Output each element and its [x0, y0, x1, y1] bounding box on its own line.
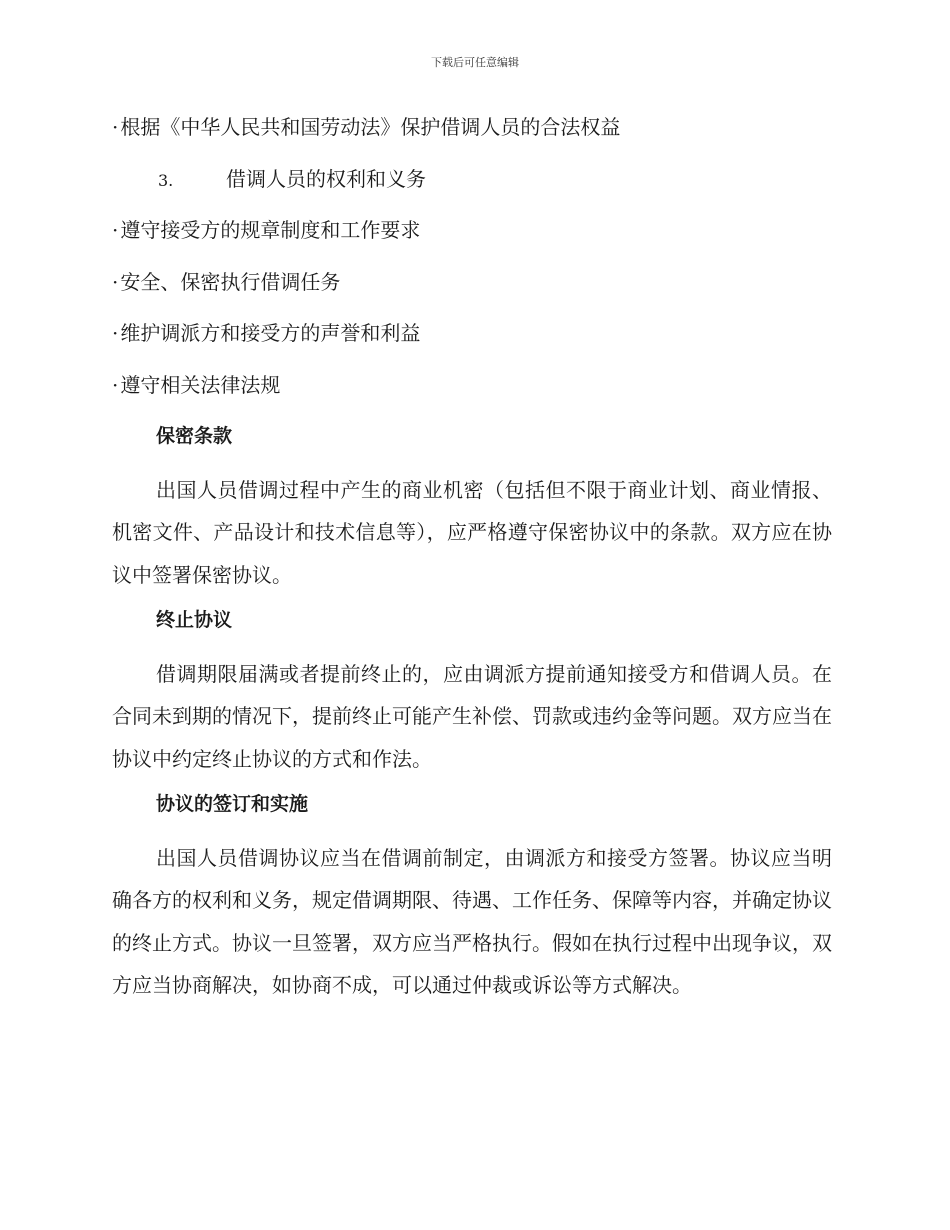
- paragraph-confidentiality: 出国人员借调过程中产生的商业机密（包括但不限于商业计划、商业情报、机密文件、产品设计和技术信息等），应严格遵守保密协议中的条款。双方应在协议中签署保密协议。: [112, 477, 832, 587]
- bullet-icon: ·: [112, 372, 119, 397]
- bullet-icon: ·: [112, 218, 119, 242]
- bullet-icon: ·: [112, 269, 119, 294]
- section-number: 3.: [158, 170, 174, 190]
- paragraph-signing: 出国人员借调协议应当在借调前制定，由调派方和接受方签署。协议应当明确各方的权利和义务，规定借调期限、待遇、工作任务、保障等内容，并确定协议的终止方式。协议一旦签署，双方应当严格执行。假如在执行过程中出现争议，双方应当协商解决，如协商不成，可以通过仲裁或诉讼等方式解决。: [112, 845, 832, 997]
- list-item-text: 维护调派方和接受方的声誉和利益: [120, 321, 421, 345]
- list-item: [112, 314, 832, 366]
- list-item-text: 根据《中华人民共和国劳动法》保护借调人员的合法权益: [120, 115, 621, 139]
- bullet-icon: ·: [112, 115, 119, 139]
- numbered-heading: [112, 160, 832, 212]
- list-item: [112, 211, 832, 263]
- section-heading-termination: 终止协议: [156, 609, 233, 631]
- list-item: [112, 263, 832, 315]
- section-heading-confidentiality: 保密条款: [156, 425, 233, 447]
- section-heading-signing: 协议的签订和实施: [156, 793, 309, 815]
- paragraph-termination: 借调期限届满或者提前终止的，应由调派方提前通知接受方和借调人员。在合同未到期的情况下，提前终止可能产生补偿、罚款或违约金等问题。双方应当在协议中约定终止协议的方式和作法。: [112, 661, 832, 771]
- page-header: 下载后可任意编辑: [431, 56, 519, 69]
- list-item: [112, 366, 832, 418]
- section-title: 借调人员的权利和义务: [226, 166, 426, 191]
- list-item-text: 安全、保密执行借调任务: [120, 269, 341, 294]
- list-item: [112, 108, 832, 160]
- document-body: [112, 108, 832, 1007]
- bullet-icon: ·: [112, 321, 119, 345]
- list-item-text: 遵守相关法律法规: [120, 372, 281, 397]
- list-item-text: 遵守接受方的规章制度和工作要求: [120, 218, 421, 242]
